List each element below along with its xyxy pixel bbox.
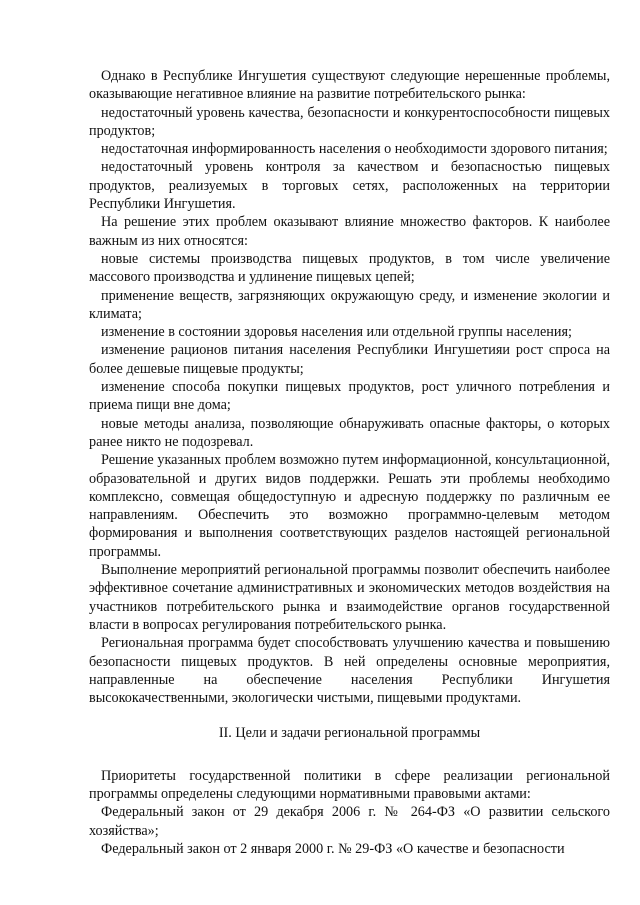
section-heading: II. Цели и задачи региональной программы bbox=[218, 725, 481, 742]
priorities-paragraph: Приоритеты государственной политики в сфере реализации региональной программы определены следующими нормативными правовыми актами: bbox=[89, 767, 610, 802]
problem-item-quality: недостаточный уровень качества, безопасности и конкурентоспособности пищевых продуктов; bbox=[89, 104, 610, 139]
factor-item-analysis: новые методы анализа, позволяющие обнаруживать опасные факторы, о которых ранее никто не подозревал. bbox=[89, 415, 610, 450]
law-item-264-fz: Федеральный закон от 29 декабря 2006 г. № 264-ФЗ «О развитии сельского хозяйства»; bbox=[89, 804, 610, 839]
law-item-29-fz: Федеральный закон от 2 января 2000 г. № 29-ФЗ «О качестве и безопасности bbox=[101, 840, 565, 857]
factors-intro-paragraph: На решение этих проблем оказывают влияние множество факторов. К наиболее важным из них относятся: bbox=[89, 214, 610, 249]
intro-paragraph: Однако в Республике Ингушетия существуют следующие нерешенные проблемы, оказывающие негативное влияние на развитие потребительского рынка: bbox=[89, 68, 610, 103]
factor-item-health: изменение в состоянии здоровья населения или отдельной группы населения; bbox=[101, 324, 572, 341]
program-impact-paragraph: Региональная программа будет способствовать улучшению качества и повышению безопасности пищевых продуктов. В ней определены основные мероприятия, направленные на обеспечение населения Республики Ингушетия высококачественными, экологически чистыми, пищевыми продуктами. bbox=[89, 635, 610, 707]
factor-item-purchase: изменение способа покупки пищевых продуктов, рост уличного потребления и приема пищи вне дома; bbox=[89, 379, 610, 414]
problem-item-awareness: недостаточная информированность населения о необходимости здорового питания; bbox=[101, 141, 608, 158]
document-body bbox=[89, 67, 610, 858]
factor-item-production: новые системы производства пищевых продуктов, в том числе увеличение массового производства и удлинение пищевых цепей; bbox=[89, 250, 610, 286]
problem-item-control: недостаточный уровень контроля за качеством и безопасностью пищевых продуктов, реализуемых в торговых сетях, расположенных на территории Республики Ингушетия. bbox=[89, 159, 610, 213]
solution-paragraph: Решение указанных проблем возможно путем информационной, консультационной, образовательной и других видов поддержки. Решать эти проблемы необходимо комплексно, совмещая общедоступную и адресную поддержку по различным ее направлениям. Обеспечить это возможно программно-целевым методом формирования и выполнения соответствующих разделов настоящей региональной программы. bbox=[89, 452, 610, 560]
implementation-paragraph: Выполнение мероприятий региональной программы позволит обеспечить наиболее эффективное сочетание административных и экономических методов воздействия на участников потребительского рынка и взаимодействие органов государственной власти в вопросах регулирования потребительского рынка. bbox=[89, 562, 610, 633]
factor-item-ecology: применение веществ, загрязняющих окружающую среду, и изменение экологии и климата; bbox=[89, 287, 610, 322]
factor-item-diet: изменение рационов питания населения Республики Ингушетияи рост спроса на более дешевые пищевые продукты; bbox=[89, 342, 610, 377]
